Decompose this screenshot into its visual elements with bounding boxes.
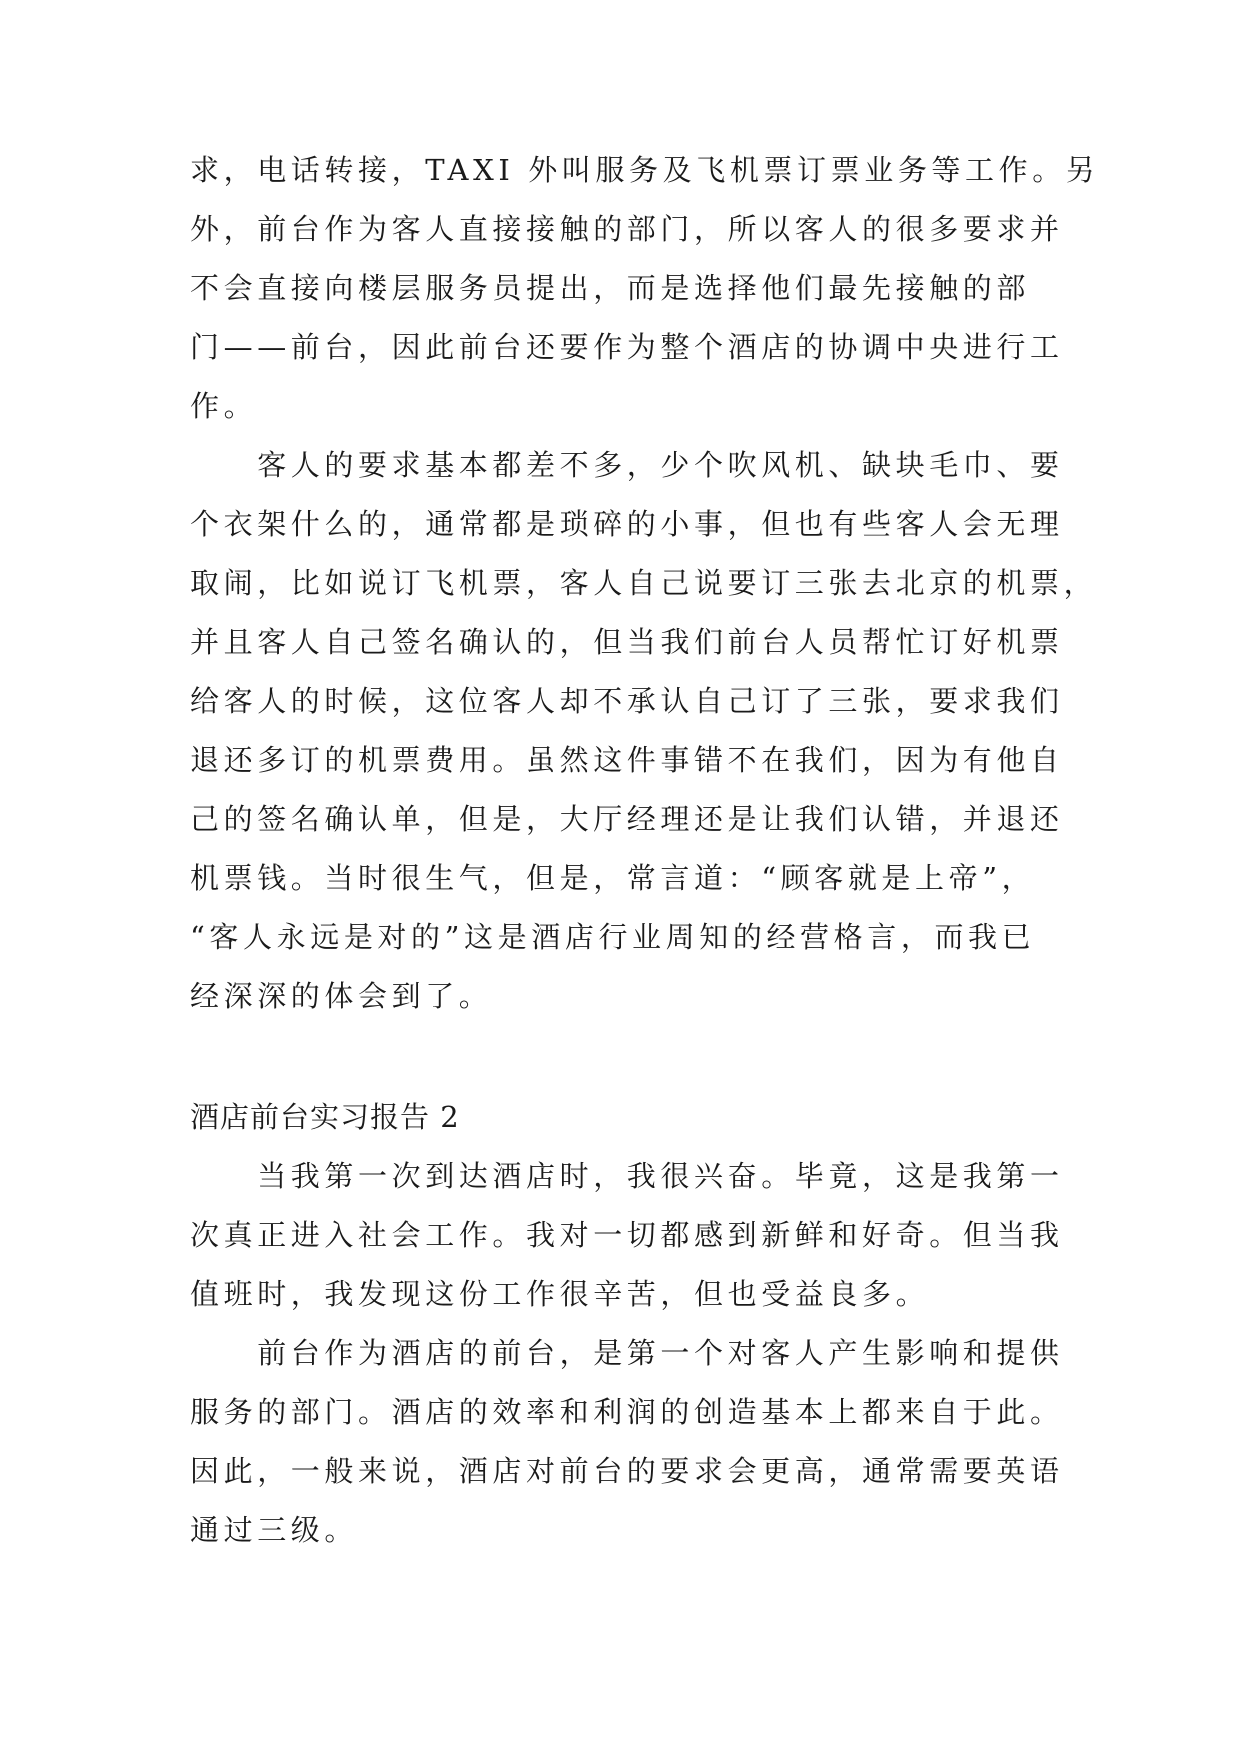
paragraph-line: 给客人的时候，这位客人却不承认自己订了三张，要求我们 xyxy=(190,684,1064,718)
paragraph-line: 通过三级。 xyxy=(190,1513,359,1547)
paragraph-line: 求，电话转接，TAXI 外叫服务及飞机票订票业务等工作。另 xyxy=(190,153,1100,187)
paragraph-line: 个衣架什么的，通常都是琐碎的小事，但也有些客人会无理 xyxy=(190,507,1064,541)
paragraph-line: 值班时，我发现这份工作很辛苦，但也受益良多。 xyxy=(190,1277,930,1311)
paragraph-line: 门——前台，因此前台还要作为整个酒店的协调中央进行工 xyxy=(190,330,1064,364)
paragraph-line: 外，前台作为客人直接接触的部门，所以客人的很多要求并 xyxy=(190,212,1064,246)
section-title: 酒店前台实习报告 2 xyxy=(190,1100,460,1134)
paragraph-line: 退还多订的机票费用。虽然这件事错不在我们，因为有他自 xyxy=(190,743,1064,777)
paragraph-line: 服务的部门。酒店的效率和利润的创造基本上都来自于此。 xyxy=(190,1395,1064,1429)
paragraph-line: 并且客人自己签名确认的，但当我们前台人员帮忙订好机票 xyxy=(190,625,1064,659)
paragraph-line: 因此，一般来说，酒店对前台的要求会更高，通常需要英语 xyxy=(190,1454,1064,1488)
paragraph-line: 作。 xyxy=(190,389,258,423)
paragraph-line: 经深深的体会到了。 xyxy=(190,979,493,1013)
paragraph-line: 己的签名确认单，但是，大厅经理还是让我们认错，并退还 xyxy=(190,802,1064,836)
paragraph-line: “客人永远是对的”这是酒店行业周知的经营格言，而我已 xyxy=(190,920,1036,954)
paragraph-line: 当我第一次到达酒店时，我很兴奋。毕竟，这是我第一 xyxy=(190,1159,1064,1193)
paragraph-line: 次真正进入社会工作。我对一切都感到新鲜和好奇。但当我 xyxy=(190,1218,1064,1252)
paragraph-line: 前台作为酒店的前台，是第一个对客人产生影响和提供 xyxy=(190,1336,1064,1370)
paragraph-line: 客人的要求基本都差不多，少个吹风机、缺块毛巾、要 xyxy=(190,448,1064,482)
paragraph-line: 不会直接向楼层服务员提出，而是选择他们最先接触的部 xyxy=(190,271,1031,305)
paragraph-line: 取闹，比如说订飞机票，客人自己说要订三张去北京的机票， xyxy=(190,566,1098,600)
paragraph-line: 机票钱。当时很生气，但是，常言道：“顾客就是上帝”， xyxy=(190,861,1036,895)
